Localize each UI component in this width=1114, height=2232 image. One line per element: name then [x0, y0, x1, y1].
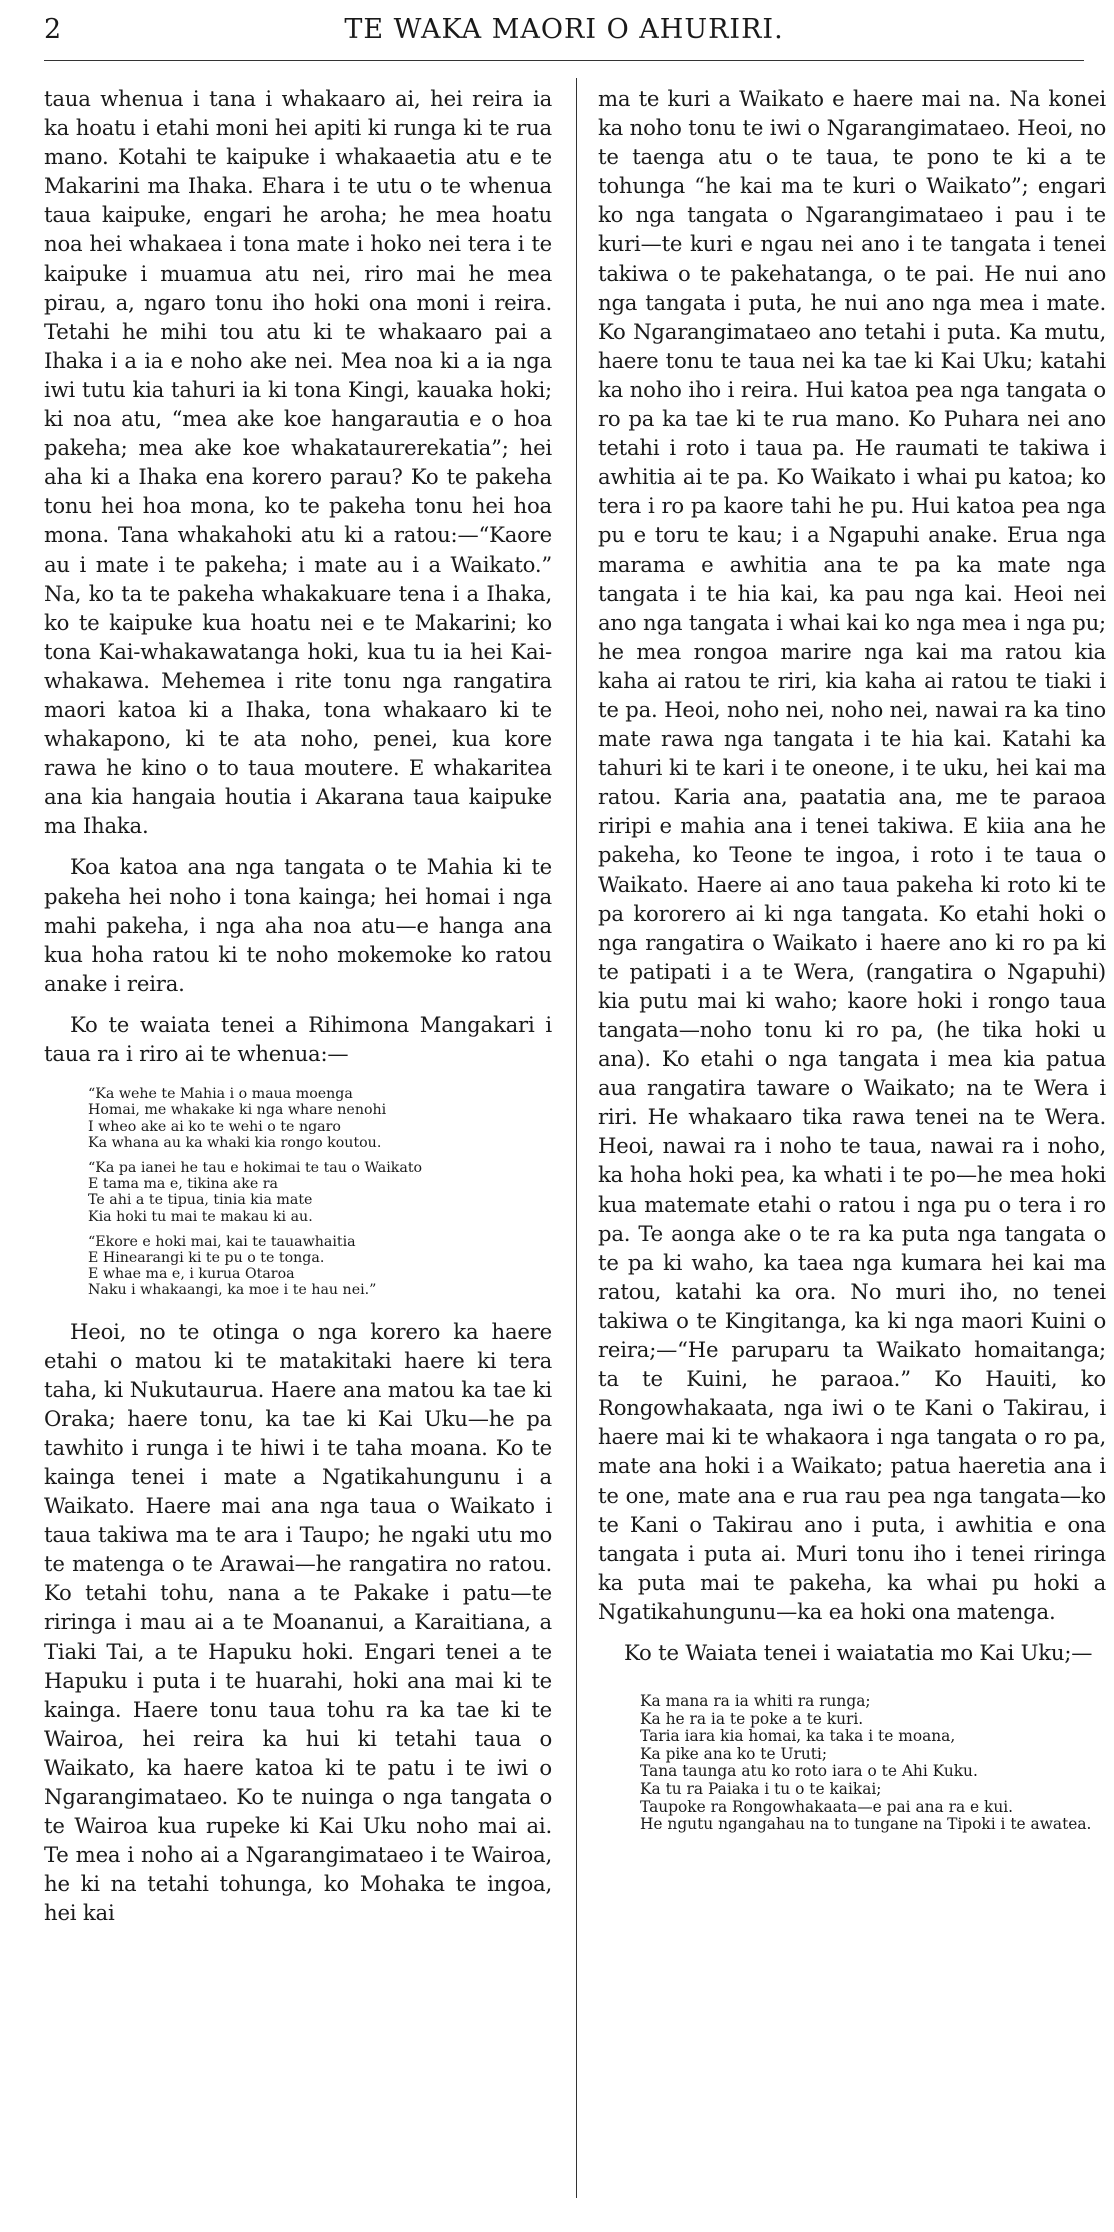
left-paragraph-3: Ko te waiata tenei a Rihimona Mangakari i taua ra i riro ai te whenua:—	[44, 1011, 552, 1066]
left-paragraph-2: Koa katoa ana nga tangata o te Mahia ki te pakeha hei noho i tona kainga; hei homai i nga mahi pakeha, i nga aha noa atu—e hanga ana kua hoha ratou ki te noho mokemoke ko ratou anake i reira.	[44, 854, 552, 996]
right-paragraph-1: ma te kuri a Waikato e haere mai na. Na konei ka noho tonu te iwi o Ngarangimataeo. Heoi, no te taenga atu o te taua, te pono te ki a te tohunga “he kai ma te kuri o Waikato”; engari ko nga tangata o Ngarangimataeo i pau i te kuri—te kuri e ngau nei ano i te tangata i tenei takiwa o te pakehatanga, o te pai. He nui ano nga tangata i puta, he nui ano nga mea i mate. Ko Ngarangimataeo ano tetahi i puta. Ka mutu, haere tonu te taua nei ka tae ki Kai Uku; katahi ka noho iho i reira. Hui katoa pea nga tangata o ro pa ka tae ki te rua mano. Ko Puhara nei ano tetahi i roto i taua pa. He raumati te takiwa i awhitia ai te pa. Ko Waikato i whai pu katoa; ko tera i ro pa kaore tahi he pu. Hui katoa pea nga pu e toru te kau; i a Ngapuhi anake. Erua nga marama e awhitia ana te pa ka mate nga tangata i te hia kai, ka pau nga kai. Heoi nei ano nga tangata i whai kai ko nga mea i nga pu; he mea rongoa marire nga kai ma ratou kia kaha ai ratou te riri, kia kaha ai ratou te tiaki i te pa. Heoi, noho nei, noho nei, nawai ra ka tino mate rawa nga tangata i te hia kai. Katahi ka tahuri ki te kari i te oneone, i te uku, hei kai ma ratou. Karia ana, paatatia ana, me te paraoa riripi e mahia ana i tenei takiwa. E kiia ana he pakeha, ko Teone te ingoa, i roto i te taua o Waikato. Haere ai ano taua pakeha ki roto ki te pa kororero ai ki nga tangata. Ko etahi hoki o nga rangatira o Waikato i haere ano ki ro pa ki te patipati i a te Wera, (rangatira o Ngapuhi) kia putu mai ki waho; kaore hoki i rongo taua tangata—noho tonu ki ro pa, (he tika hoki u ana). Ko etahi o nga tangata i mea kia patua aua rangatira taware o Waikato; na te Wera i riri. He whakaaro tika rawa tenei na te Wera. Heoi, nawai ra i noho te taua, nawai ra i noho, ka hoha hoki pea, ka whati i te po—he mea hoki kua matemate etahi o ratou i nga pu o tera i ro pa. Te aonga ake o te ra ka puta nga tangata o te pa ki waho, ka taea nga kumara hei kai ma ratou, katahi ka ora. No muri iho, no tenei takiwa o te Kingitanga, ka ki nga maori Kuini o reira;—“He paruparu ta Waikato homaitanga; ta te Kuini, he paraoa.” Ko Hauiti, ko Rongowhakaata, nga iwi o te Kani o Takirau, i haere mai ki te whakaora i nga tangata o ro pa, mate ana hoki i a Waikato; patua haeretia ana i te one, mate ana e rua rau pea nga tangata—ko te Kani o Takirau ano i puta, i awhitia e ona tangata i puta ai. Muri tonu iho i tenei riringa ka puta mai te pakeha, ka whai pu hoki a Ngatikahungunu—ka ea hoki ona matenga.	[598, 86, 1106, 1624]
left-paragraph-1: taua whenua i tana i whakaaro ai, hei reira ia ka hoatu i etahi moni hei apiti ki runga ki te rua mano. Kotahi te kaipuke i whakaaetia atu e te Makarini ma Ihaka. Ehara i te utu o te whenua taua kaipuke, engari he aroha; he mea hoatu noa hei whakaea i tona mate i hoko nei tera i te kaipuke i muamua atu nei, riro mai he mea pirau, a, ngaro tonu iho hoki ona moni i reira. Tetahi he mihi tou atu ki te whakaaro pai a Ihaka i a ia e noho ake nei. Mea noa ki a ia nga iwi tutu kia tahuri ia ki tona Kingi, kauaka hoki; ki noa atu, “mea ake koe hangarautia e o hoa pakeha; mea ake koe whakataurerekatia”; hei aha ki a Ihaka ena korero parau? Ko te pakeha tonu hei hoa mona, ko te pakeha tonu hei hoa mona. Tana whakahoki atu ki a ratou:—“Kaore au i mate i te pakeha; i mate au i a Waikato.” Na, ko ta te pakeha whakakuare tena i a Ihaka, ko te kaipuke kua hoatu nei e te Makarini; ko tona Kai-whakawatanga hoki, kua tu ia hei Kai-whakawa. Mehemea i rite tonu nga rangatira maori katoa ki a Ihaka, tona whakaaro ki te whakapono, ki te ata noho, penei, kua kore rawa he kino o to taua moutere. E whakaritea ana kia hangaia houtia i Akarana taua kaipuke ma Ihaka.	[44, 86, 552, 839]
header-rule	[44, 60, 1084, 61]
song-mahia	[88, 1086, 552, 1298]
column-divider	[576, 78, 577, 2198]
page-header	[44, 12, 1084, 56]
newspaper-title: TE WAKA MAORI O AHURIRI.	[344, 14, 784, 45]
right-column	[598, 84, 1106, 1834]
left-paragraph-4: Heoi, no te otinga o nga korero ka haere etahi o matou ki te matakitaki haere ki tera taha, ki Nukutaurua. Haere ana matou ka tae ki Oraka; haere tonu, ka tae ki Kai Uku—he pa tawhito i runga i te hiwi i te taha moana. Ko te kainga tenei i mate a Ngatikahungunu i a Waikato. Haere mai ana nga taua o Waikato i taua takiwa ma te ara i Taupo; he ngaki utu mo te matenga o te Arawai—he rangatira no ratou. Ko tetahi tohu, nana a te Pakake i patu—te riringa i mau ai a te Moananui, a Karaitiana, a Tiaki Tai, a te Hapuku hoki. Engari tenei a te Hapuku i puta i te huarahi, hoki ana mai ki te kainga. Haere tonu taua tohu ra ka tae ki te Wairoa, hei reira ka hui ki tetahi taua o Waikato, ka haere katoa ki te patu i te iwi o Ngarangimataeo. Ko te nuinga o nga tangata o te Wairoa kua rupeke ki Kai Uku noho mai ai. Te mea i noho ai a Ngarangimataeo i te Wairoa, he ki na tetahi tohunga, ko Mohaka te ingoa, hei kai	[44, 1318, 552, 1926]
song-verse-1: “Ka wehe te Mahia i o maua moenga Homai, me whakake ki nga whare nenohi I wheo ake ai ko te wehi o te ngaro Ka whana au ka whaki kia rongo koutou.	[88, 1086, 387, 1151]
song-verse-2: “Ka pa ianei he tau e hokimai te tau o Waikato E tama ma e, tikina ake ra Te ahi a te tipua, tinia kia mate Kia hoki tu mai te makau ki au.	[88, 1159, 423, 1225]
song-kai-uku: Ka mana ra ia whiti ra runga; Ka he ra ia te poke a te kuri. Taria iara kia homai, ka taka i te moana, Ka pike ana ko te Uruti; Tana taunga atu ko roto iara o te Ahi Kuku. Ka tu ra Paiaka i tu o te kaikai; Taupoke ra Rongowhakaata—e pai ana ra e kui. He ngutu ngangahau na to tungane na Tipoki i te awatea.	[640, 1692, 1092, 1834]
right-paragraph-2: Ko te Waiata tenei i waiatatia mo Kai Uku;—	[624, 1639, 1093, 1665]
left-column	[44, 84, 552, 1928]
page-number: 2	[44, 14, 62, 45]
song-verse-3: “Ekore e hoki mai, kai te tauawhaitia E Hinearangi ki te pu o te tonga. E whae ma e, i kurua Otaroa Naku i whakaangi, ka moe i te hau nei.”	[88, 1233, 377, 1299]
